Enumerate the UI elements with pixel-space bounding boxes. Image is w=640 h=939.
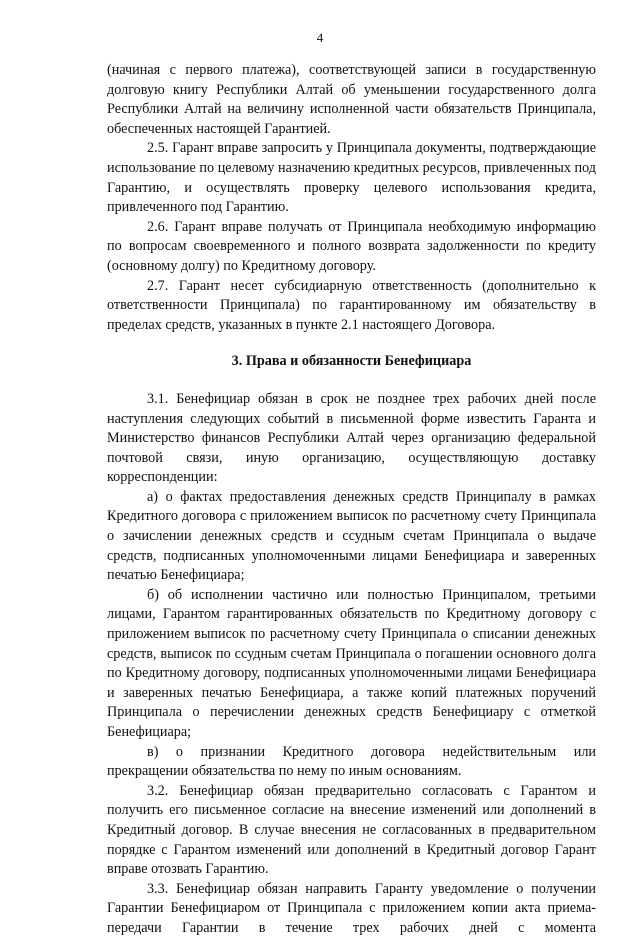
paragraph-2-5: 2.5. Гарант вправе запросить у Принципала документы, подтверждающие использование по целевому назначению кредитных ресурсов, привлеченных под Гарантию, и осуществлять проверку целевого использования кредита, привлеченного под Гарантию. xyxy=(107,140,596,216)
paragraph-2-6: 2.6. Гарант вправе получать от Принципала необходимую информацию по вопросам своевременного и полного возврата задолженности по кредиту (основному долгу) по Кредитному договору. xyxy=(107,218,596,274)
document-body xyxy=(107,61,596,939)
paragraph-continuation: (начиная с первого платежа), соответствующей записи в государственную долговую книгу Республики Алтай об уменьшении государственного долга Республики Алтай на величину исполненной части обязательств Принципала, обеспеченных настоящей Гарантией. xyxy=(107,62,596,137)
paragraph-3-2: 3.2. Бенефициар обязан предварительно согласовать с Гарантом и получить его письменное согласие на внесение изменений или дополнений в Кредитный договор. В случае внесения не согласованных в предварительном порядке с Гарантом изменений или дополнений в Кредитный договор Гарант вправе отозвать Гарантию. xyxy=(107,782,596,878)
paragraph-3-3: 3.3. Бенефициар обязан направить Гаранту уведомление о получении Гарантии Бенефициаром от Принципала с приложением копии акта приема-передачи Гарантии в течение трех рабочих дней с момента xyxy=(107,880,596,936)
page-number: 4 xyxy=(316,30,324,45)
paragraph-2-7: 2.7. Гарант несет субсидиарную ответственность (дополнительно к ответственности Принципала) по гарантированному им обязательству в пределах средств, указанных в пункте 2.1 настоящего Договора. xyxy=(107,277,596,333)
paragraph-3-1-v: в) о признании Кредитного договора недействительным или прекращении обязательства по нему по иным основаниям. xyxy=(107,743,596,780)
paragraph-3-1: 3.1. Бенефициар обязан в срок не позднее трех рабочих дней после наступления следующих событий в письменной форме известить Гаранта и Министерство финансов Республики Алтай через организацию федеральной почтовой связи, иную организацию, осуществляющую доставку корреспонденции: xyxy=(107,390,596,486)
paragraph-3-1-b: б) об исполнении частично или полностью Принципалом, третьими лицами, Гарантом гарантированных обязательств по Кредитному договору с приложением выписок по расчетному счету Принципала о списании денежных средств, выписок по ссудным счетам Принципала о погашении основного долга по Кредитному договору, подписанных уполномоченными лицами Бенефициара и заверенных печатью Бенефициара, а также копий платежных поручений Принципала о перечислении денежных средств Бенефициару с отметкой Бенефициара; xyxy=(107,586,596,740)
paragraph-3-1-a: а) о фактах предоставления денежных средств Принципалу в рамках Кредитного договора с приложением выписок по расчетному счету Принципала о зачислении денежных средств и ссудным счетам Принципала о выдаче средств, подписанных уполномоченными лицами Бенефициара и заверенных печатью Бенефициара; xyxy=(107,488,596,584)
section-3-heading: 3. Права и обязанности Бенефициара xyxy=(231,353,472,370)
